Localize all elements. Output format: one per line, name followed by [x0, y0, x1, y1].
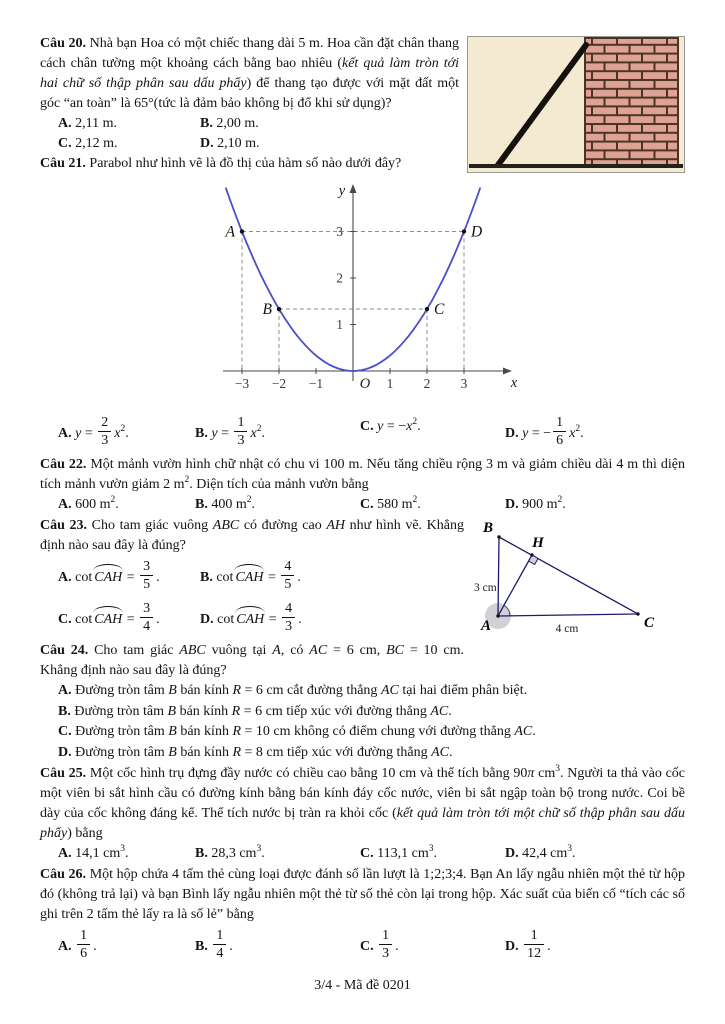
question-26-option-d: D. $\frac{1}{12}$ . [505, 927, 551, 961]
question-26 [40, 865, 685, 967]
question-24-option-d: D. Đường tròn tâm B bán kính R = 8 cm tiếp xúc với đường thẳng AC. [58, 744, 453, 760]
question-26-options [40, 925, 685, 967]
question-26-option-c: C. $\frac{1}{3}$ . [360, 927, 399, 961]
triangle-figure [470, 516, 685, 638]
question-23 [40, 516, 685, 640]
vertex-b-dot [497, 535, 500, 538]
question-25-options [40, 844, 685, 864]
question-25 [40, 764, 685, 864]
question-24 [40, 641, 685, 763]
question-20-options [40, 114, 459, 153]
question-22-option-d: D. 900 $m^2$. [505, 495, 566, 513]
question-23-option-c: C. cot CAH = $\frac{3}{4}$ . [58, 600, 160, 635]
side-ac-label: 4 cm [555, 622, 579, 635]
question-21-options [40, 412, 685, 454]
svg-text:2: 2 [423, 376, 430, 391]
question-21-option-d: D. y = − $\frac{1}{6}$ $x^2$. [505, 415, 584, 449]
question-24-option-b: B. Đường tròn tâm B bán kính R = 6 cm tiếp xúc với đường thẳng AC. [58, 703, 452, 719]
svg-text:2: 2 [335, 270, 343, 286]
question-22-option-a: A. 600 $m^2$. [58, 495, 119, 513]
svg-text:D: D [470, 223, 482, 241]
svg-text:−2: −2 [271, 376, 286, 391]
question-20 [40, 34, 685, 153]
svg-text:1: 1 [386, 376, 393, 391]
question-23-option-b: B. cot CAH = $\frac{4}{5}$ . [200, 558, 301, 592]
vertex-a-dot [496, 614, 499, 617]
side-ab-label: 3 cm [474, 581, 497, 594]
question-22-body: Câu 22. Một mảnh vườn hình chữ nhật có chu vi 100 m. Nếu tăng chiều rộng 3 m và giảm chiều dài 4 m thì diện tích mảnh vườn giảm 2 $m^2$. Diện tích của mảnh vườn bằng [40, 457, 685, 493]
question-25-option-d: D. 42,4 $cm^3$. [505, 844, 576, 862]
vertex-c-label: C [643, 614, 655, 631]
brick-wall [585, 38, 678, 166]
question-23-options [40, 556, 464, 640]
question-21-body: Câu 21. Parabol như hình vẽ là đồ thị của hàm số nào dưới đây? [40, 156, 402, 171]
question-20-option-c: C. 2,12 m. [58, 135, 118, 151]
point-h-dot [530, 553, 533, 556]
vertex-b-label: B [482, 519, 494, 536]
question-20-option-b: B. 2,00 m. [200, 116, 259, 131]
question-25-option-c: C. 113,1 $cm^3$. [360, 844, 437, 862]
triangle-figure-canvas [470, 516, 685, 638]
question-20-option-d: D. 2,10 m. [200, 135, 260, 151]
question-25-option-b: B. 28,3 $cm^3$. [195, 844, 265, 862]
vertex-c-dot [636, 612, 639, 615]
question-23-option-a: A. cot CAH = $\frac{3}{5}$ . [58, 558, 160, 592]
svg-text:A: A [225, 223, 235, 241]
question-23-option-d: D. cot CAH = $\frac{4}{3}$ . [200, 600, 302, 635]
svg-text:x: x [510, 375, 517, 391]
question-24-option-a: A. Đường tròn tâm B bán kính R = 6 cm cắt đường thẳng AC tại hai điểm phân biệt. [58, 683, 528, 699]
ladder-figure-canvas [467, 36, 685, 173]
question-22-option-b: B. 400 $m^2$. [195, 495, 255, 513]
question-26-option-a: A. $\frac{1}{6}$ . [58, 927, 97, 961]
svg-text:O: O [359, 376, 370, 392]
svg-text:B: B [262, 301, 272, 319]
triangle-edges [498, 534, 638, 616]
svg-text:y: y [338, 183, 345, 199]
question-26-option-b: B. $\frac{1}{4}$ . [195, 927, 233, 961]
question-22 [40, 455, 685, 515]
parabola-graph [203, 179, 523, 412]
svg-text:1: 1 [335, 317, 343, 332]
question-21-option-c: C. $y = -x^2$. [360, 417, 421, 434]
question-25-body: Câu 25. Một cốc hình trụ đựng đầy nước có chiều cao bằng 10 cm và thể tích bằng 90π $cm^3$. Người ta thả vào cốc một viên bi sắt hình cầu có đường kính bằng bán kính đáy cốc nước, viên bi sắt ngập toàn bộ trong nước. Coi bề dày của cốc không đáng kể. Thể tích nước bị tràn ra khỏi cốc (kết quả làm tròn tới một chữ số thập phân sau dấu phẩy) bằng [40, 764, 686, 842]
svg-text:C: C [433, 301, 444, 319]
page-footer: 3/4 - Mã đề 0201 [314, 978, 411, 993]
svg-text:−1: −1 [308, 376, 323, 391]
question-21-option-a: A. y = $\frac{2}{3}$ $x^2$. [58, 415, 129, 449]
svg-text:−3: −3 [234, 376, 249, 391]
question-26-body: Câu 26. Một hộp chứa 4 tấm thẻ cùng loại được đánh số lần lượt là 1;2;3;4. Bạn An lấy ngẫu nhiên một thẻ từ hộp đó (không trả lại) và bạn Bình lấy ngẫu nhiên một thẻ từ số thẻ còn lại trong hộp. Xác suất của biến cố “tích các số ghi trên 2 tấm thẻ lấy ra là số lẻ” bằng [40, 866, 685, 922]
question-23-body: Câu 23. Cho tam giác vuông ABC có đường cao AH như hình vẽ. Khẳng định nào sau đây là đúng? [40, 517, 464, 553]
question-20-option-a: A. 2,11 m. [58, 116, 117, 131]
point-h-label: H [532, 534, 544, 551]
question-24-options [40, 681, 685, 763]
svg-text:3: 3 [460, 376, 467, 391]
right-angle-marker [529, 555, 539, 565]
question-21 [40, 154, 685, 454]
ladder-figure [467, 36, 685, 173]
question-20-body: Câu 20. Nhà bạn Hoa có một chiếc thang dài 5 m. Hoa cần đặt chân thang cách chân tường một khoảng cách bằng bao nhiêu (kết quả làm tròn tới hai chữ số thập phân sau dấu phẩy) để thang tạo được với mặt đất một góc “an toàn” là 65°(tức là đảm bảo không bị đổ khi sử dụng)? [40, 36, 460, 111]
svg-text:3: 3 [335, 224, 343, 239]
question-21-option-b: B. y = $\frac{1}{3}$ $x^2$. [195, 415, 265, 449]
question-22-options [40, 495, 685, 515]
question-24-body: Câu 24. Cho tam giác ABC vuông tại A, có AC = 6 cm, BC = 10 cm. Khẳng định nào sau đây là đúng? [40, 643, 465, 679]
question-25-option-a: A. 14,1 $cm^3$. [58, 844, 129, 862]
vertex-a-label: A [480, 617, 492, 634]
question-24-option-c: C. Đường tròn tâm B bán kính R = 10 cm không có điểm chung với đường thẳng AC. [58, 724, 536, 740]
parabola-canvas [203, 179, 523, 405]
question-22-option-c: C. 580 $m^2$. [360, 495, 421, 513]
